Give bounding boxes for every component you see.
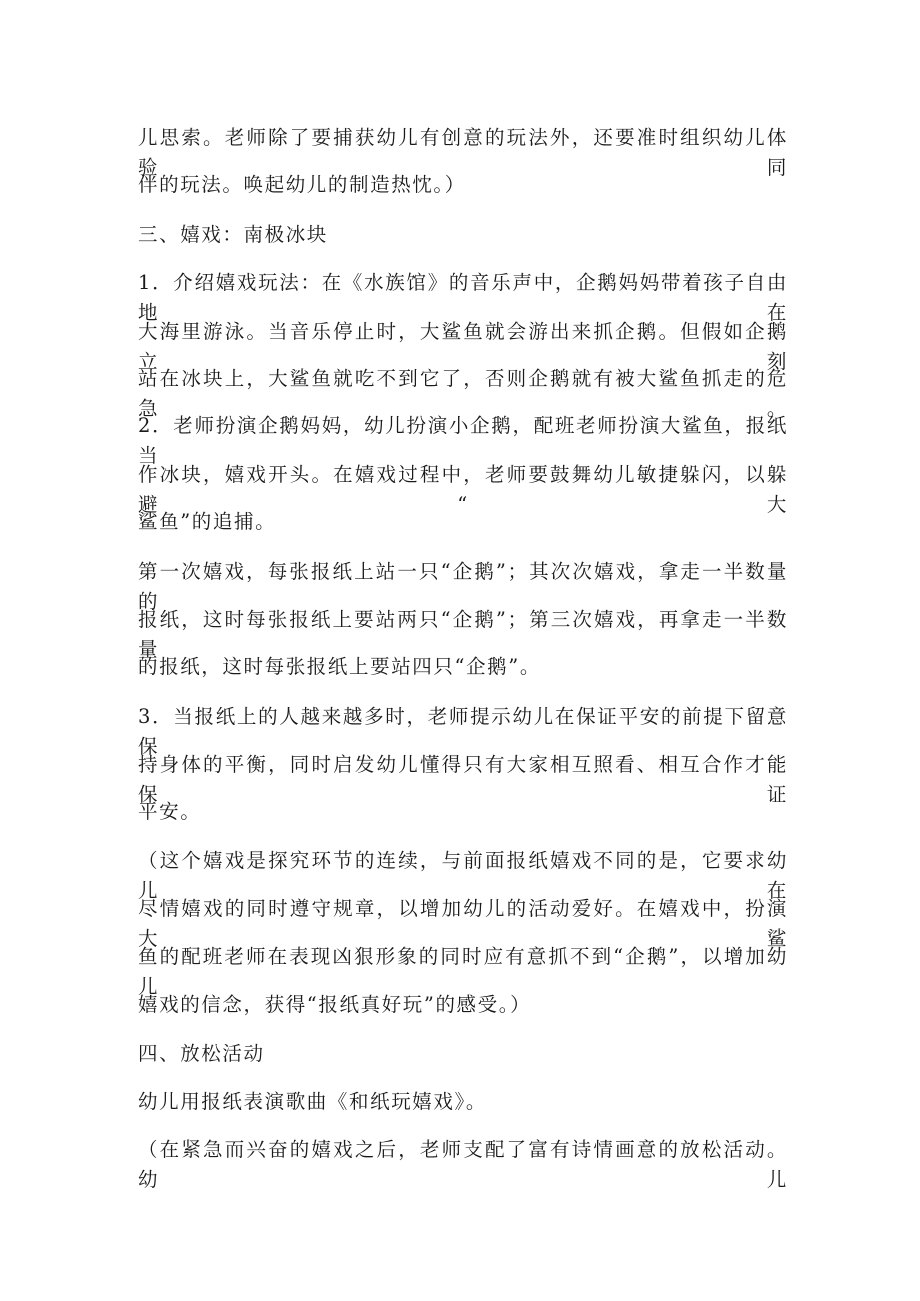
section-heading: 四、放松活动	[138, 1042, 265, 1065]
paragraph-line: 伴的玩法。唤起幼儿的制造热忱。）	[138, 173, 466, 196]
paragraph-line: 幼儿用报纸表演歌曲《和纸玩嬉戏》。	[138, 1090, 487, 1113]
paragraph-line: 的报纸，这时每张报纸上要站四只“企鹅”。	[138, 655, 541, 678]
paragraph-line: 第一次嬉戏，每张报纸上站一只“企鹅”；其次次嬉戏，拿走一半数量的	[138, 560, 788, 613]
paragraph-line: 鱼的配班老师在表现凶狠形象的同时应有意抓不到“企鹅”，以增加幼儿	[138, 945, 788, 998]
paragraph-line: 作冰块，嬉戏开头。在嬉戏过程中，老师要鼓舞幼儿敏捷躲闪，以躲避“大	[138, 463, 788, 516]
paragraph-line: 3．当报纸上的人越来越多时，老师提示幼儿在保证平安的前提下留意保	[138, 705, 788, 758]
paragraph-line: 大海里游泳。当音乐停止时，大鲨鱼就会游出来抓企鹅。但假如企鹅立刻	[138, 320, 788, 373]
paragraph-line: 嬉戏的信念，获得“报纸真好玩”的感受。）	[138, 993, 532, 1016]
paragraph-line: 站在冰块上，大鲨鱼就吃不到它了，否则企鹅就有被大鲨鱼抓走的危急。	[138, 367, 788, 420]
paragraph-line: 报纸，这时每张报纸上要站两只“企鹅”；第三次嬉戏，再拿走一半数量	[138, 608, 788, 661]
paragraph-line: 尽情嬉戏的同时遵守规章，以增加幼儿的活动爱好。在嬉戏中，扮演大鲨	[138, 897, 788, 950]
paragraph-line: 鲨鱼”的追捕。	[138, 510, 277, 533]
paragraph-line: 2．老师扮演企鹅妈妈，幼儿扮演小企鹅，配班老师扮演大鲨鱼，报纸当	[138, 414, 788, 467]
section-heading: 三、嬉戏：南极冰块	[138, 223, 328, 246]
paragraph-line: 儿思索。老师除了要捕获幼儿有创意的玩法外，还要准时组织幼儿体验同	[138, 126, 788, 179]
paragraph-line: 平安。	[138, 800, 202, 823]
paragraph-line: （在紧急而兴奋的嬉戏之后，老师支配了富有诗情画意的放松活动。幼儿	[138, 1138, 788, 1191]
paragraph-line: 持身体的平衡，同时启发幼儿懂得只有大家相互照看、相互合作才能保证	[138, 753, 788, 806]
paragraph-line: （这个嬉戏是探究环节的连续，与前面报纸嬉戏不同的是，它要求幼儿在	[138, 849, 788, 902]
paragraph-line: 1．介绍嬉戏玩法：在《水族馆》的音乐声中，企鹅妈妈带着孩子自由地在	[138, 271, 788, 324]
